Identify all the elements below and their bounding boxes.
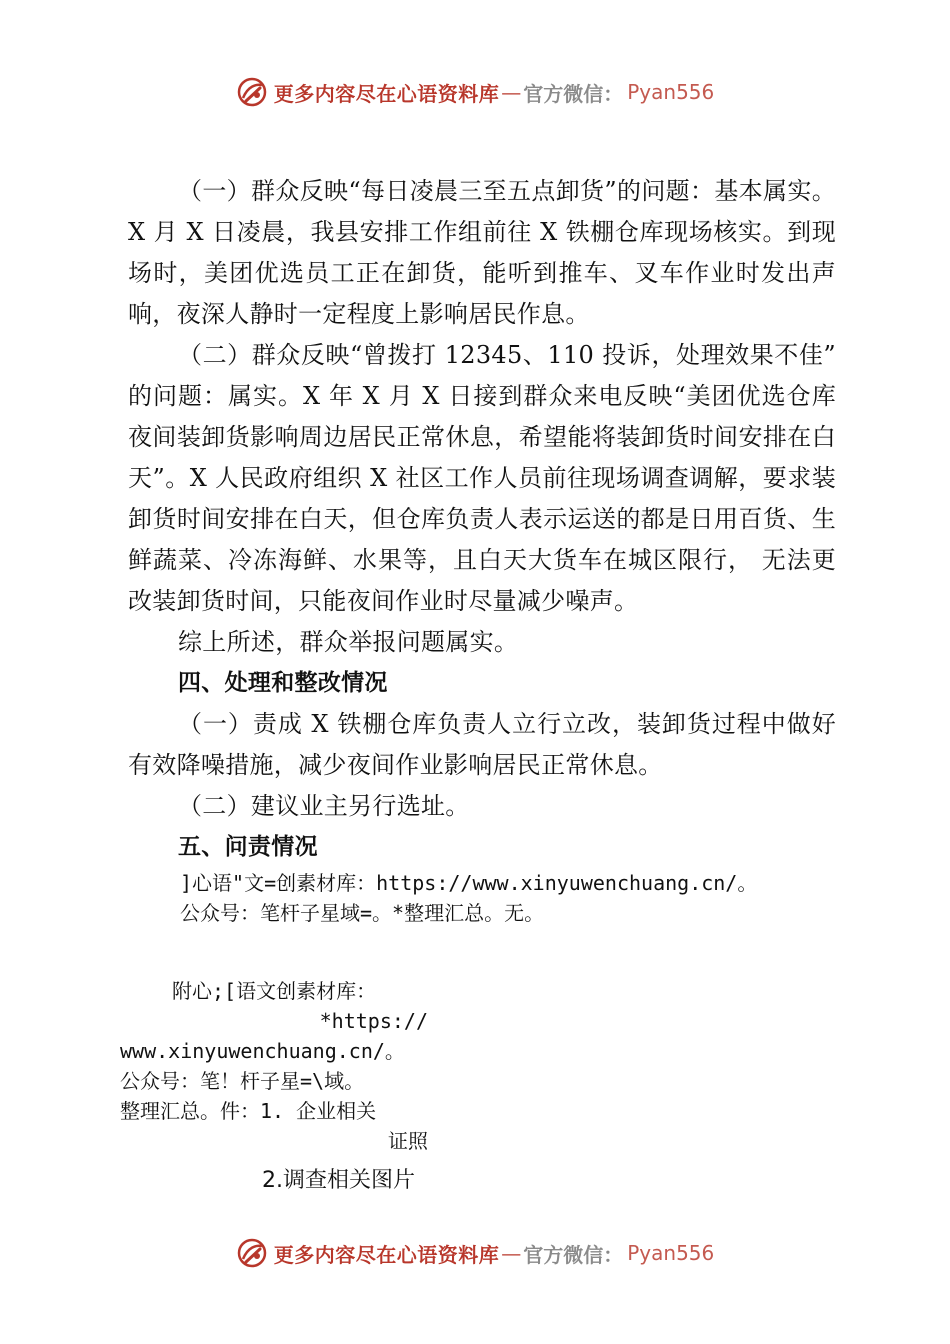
banner-wechat-id: Pyan556 <box>627 80 715 104</box>
footer-watermark-banner <box>0 1233 950 1273</box>
banner-title: 更多内容尽在心语资料库 <box>273 81 500 106</box>
section4-item-1: （一）责成 X 铁棚仓库负责人立行立改，装卸货过程中做好有效降噪措施，减少夜间作业影响居民正常休息。 <box>128 710 836 779</box>
paragraph-1: （一）群众反映“每日凌晨三至五点卸货”的问题：基本属实。X 月 X 日凌晨，我县安排工作组前往 X 铁棚仓库现场核实。到现场时，美团优选员工正在卸货，能听到推车、叉车作业时发出声响，夜深人静时一定程度上影响居民作息。 <box>128 177 836 328</box>
annex-block <box>120 976 428 1156</box>
paragraph-2: （二）群众反映“曾拨打 12345、110 投诉，处理效果不佳” 的问题：属实。X 年 X 月 X 日接到群众来电反映“美团优选仓库夜间装卸货影响周边居民正常休息，希望能将装卸货时间安排在白天”。X 人民政府组织 X 社区工作人员前往现场调查调解，要求装卸货时间安排在白天，但仓库负责人表示运送的都是日用百货、生鲜蔬菜、冷冻海鲜、水果等，且白天大货车在城区限行， 无法更改装卸货时间，只能夜间作业时尽量减少噪声。 <box>128 341 836 615</box>
banner-dash: — <box>501 80 522 104</box>
annex-line-4: 公众号：笔！杆子星=\域。 <box>120 1069 365 1093</box>
brand-logo-icon <box>236 76 268 108</box>
banner-title: 更多内容尽在心语资料库 <box>273 1242 500 1267</box>
banner-wechat-label: 官方微信： <box>523 1242 624 1267</box>
section4-item-2: （二）建议业主另行选址。 <box>178 792 470 820</box>
banner-wechat-id: Pyan556 <box>627 1241 715 1265</box>
brand-logo-icon <box>236 1237 268 1269</box>
section5-line-2: 公众号：笔杆子星域=。*整理汇总。无。 <box>180 901 545 925</box>
annex-line-3: www.xinyuwenchuang.cn/。 <box>120 1039 405 1063</box>
annex-line-6: 证照 <box>388 1129 428 1153</box>
annex-line-1: 附心;[语文创素材库： <box>172 979 377 1003</box>
banner-wechat-label: 官方微信： <box>523 81 624 106</box>
annex-line-5: 整理汇总。件：1. 企业相关 <box>120 1099 377 1123</box>
header-watermark-banner <box>0 72 950 112</box>
banner-dash: — <box>501 1241 522 1265</box>
paragraph-3: 综上所述，群众举报问题属实。 <box>178 628 519 656</box>
annex-item-2: 2.调查相关图片 <box>262 1168 415 1193</box>
section5-content <box>180 868 757 928</box>
document-body <box>128 171 836 868</box>
section5-heading: 五、问责情况 <box>178 834 318 860</box>
section4-heading: 四、处理和整改情况 <box>178 670 388 696</box>
section5-line-1: ]心语"文=创素材库：https://www.xinyuwenchuang.cn/。 <box>180 871 758 895</box>
annex-line-2: *https:// <box>319 1009 428 1033</box>
